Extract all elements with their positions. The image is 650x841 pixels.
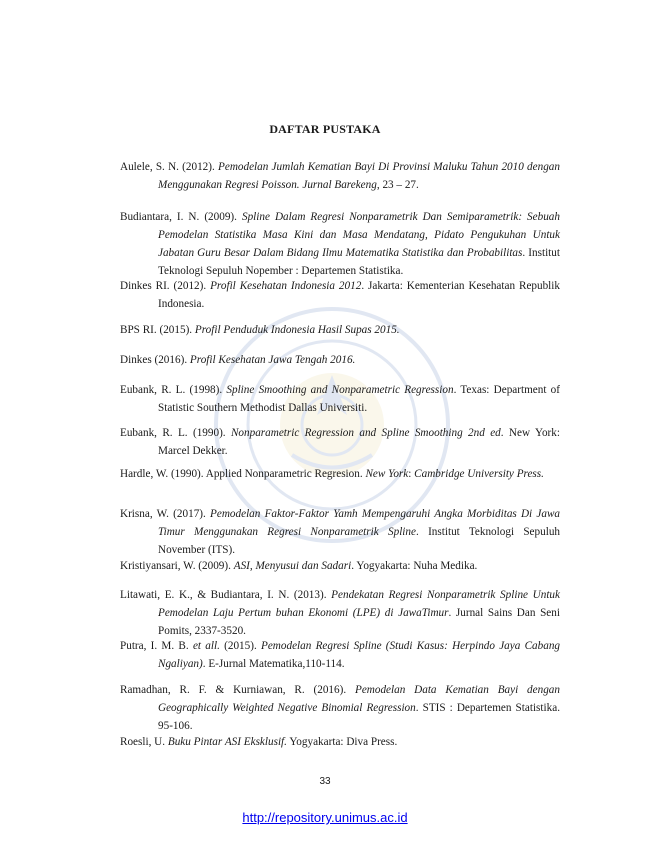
reference-text: BPS RI. (2015). [120,324,195,336]
reference-title-italic: ASI, Menyusui dan Sadari [233,560,352,572]
reference-entry [120,277,560,313]
reference-title-italic: Pendekatan Regresi Nonparametrik Spline Untuk Pemodelan Laju Pertum buhan Ekonomi (LPE) di JawaTimur [158,589,560,619]
reference-title-italic: Buku Pintar ASI Eksklusif. [167,736,287,748]
reference-text: . E-Jurnal Matematika,110-114. [202,658,345,670]
reference-text: Krisna, W. (2017). [120,508,211,520]
reference-title-italic: Profil Penduduk Indonesia Hasil Supas 2015. [194,324,400,336]
reference-text: Yogyakarta: Diva Press. [286,736,398,748]
reference-text: Hardle, W. (1990). Applied Nonparametric Regresion. [120,468,366,480]
reference-entry [120,321,560,339]
reference-entry [120,637,560,673]
reference-text: : [408,468,415,480]
reference-text: . Institut Teknologi Sepuluh Nopember : Departemen Statistika. [158,247,560,277]
reference-text: . Yogyakarta: Nuha Medika. [351,560,478,572]
reference-text: Ramadhan, R. F. & Kurniawan, R. (2016). [120,684,355,696]
reference-entry [120,586,560,640]
repository-link[interactable]: http://repository.unimus.ac.id [242,810,408,825]
reference-title-italic: Profil Kesehatan Indonesia 2012 [210,280,362,292]
reference-text: (2015). [219,640,261,652]
bibliography-title: DAFTAR PUSTAKA [269,122,381,136]
reference-text: Litawati, E. K., & Budiantara, I. N. (2013). [120,589,332,601]
reference-text: . Jakarta: Kementerian Kesehatan Republik Indonesia. [158,280,560,310]
reference-text: Aulele, S. N. (2012). [120,161,219,173]
reference-text: Kristiyansari, W. (2009). [120,560,234,572]
reference-text: . Jurnal Sains Dan Seni Pomits, 2337-3520. [158,607,560,637]
reference-text: , 23 – 27. [376,179,419,191]
reference-title-italic: Nonparametric Regression and Spline Smoothing 2nd ed [230,427,501,439]
reference-entry [120,208,560,280]
reference-text: Eubank, R. L. (1990). [120,427,231,439]
reference-text: . Texas: Department of Statistic Southern Methodist Dallas Universiti. [158,384,560,414]
reference-entry [120,505,560,559]
reference-text: Putra, I. M. B. [120,640,193,652]
reference-text: Eubank, R. L. (1998). [120,384,227,396]
reference-entry [120,733,560,751]
reference-title-italic: Profil Kesehatan Jawa Tengah 2016. [189,354,356,366]
reference-title-italic: Pemodelan Data Kematian Bayi dengan Geographically Weighted Negative Binomial Regression [158,684,560,714]
reference-entry [120,465,560,483]
reference-entry [120,681,560,735]
reference-title-italic: Cambridge University Press. [414,468,544,480]
reference-title-italic: Pemodelan Regresi Spline (Studi Kasus: Herpindo Jaya Cabang Ngaliyan) [158,640,561,670]
reference-title-italic: Spline Smoothing and Nonparametric Regression [226,384,454,396]
reference-text: Budiantara, I. N. (2009). [120,211,242,223]
reference-text: . STIS : Departemen Statistika. 95-106. [158,702,560,732]
reference-title-italic: New York [365,468,409,480]
reference-title-italic: Pemodelan Jumlah Kematian Bayi Di Provinsi Maluku Tahun 2010 dengan Menggunakan Regresi Poisson. Jurnal Barekeng [158,161,560,191]
reference-text: . New York: Marcel Dekker. [158,427,560,457]
page-number: 33 [319,776,331,787]
reference-entry [120,158,560,194]
reference-title-italic: Pemodelan Faktor-Faktor Yamh Mempengaruhi Angka Morbiditas Di Jawa Timur Menggunakan Regresi Nonparametrik Spline [158,508,560,538]
reference-text: Dinkes RI. (2012). [120,280,211,292]
reference-text: . Institut Teknologi Sepuluh November (ITS). [158,526,561,556]
reference-entry [120,557,560,575]
reference-title-italic: et all. [192,640,220,652]
reference-entry [120,424,560,460]
reference-text: Roesli, U. [120,736,168,748]
reference-entry [120,351,560,369]
reference-text: Dinkes (2016). [120,354,190,366]
reference-entry [120,381,560,417]
reference-title-italic: Spline Dalam Regresi Nonparametrik Dan Semiparametrik: Sebuah Pemodelan Statistika Masa Kini dan Masa Mendatang, Pidato Pengukuhan Untuk Jabatan Guru Besar Dalam Bidang Ilmu Matematika Statistika dan Probabilitas [158,211,560,259]
